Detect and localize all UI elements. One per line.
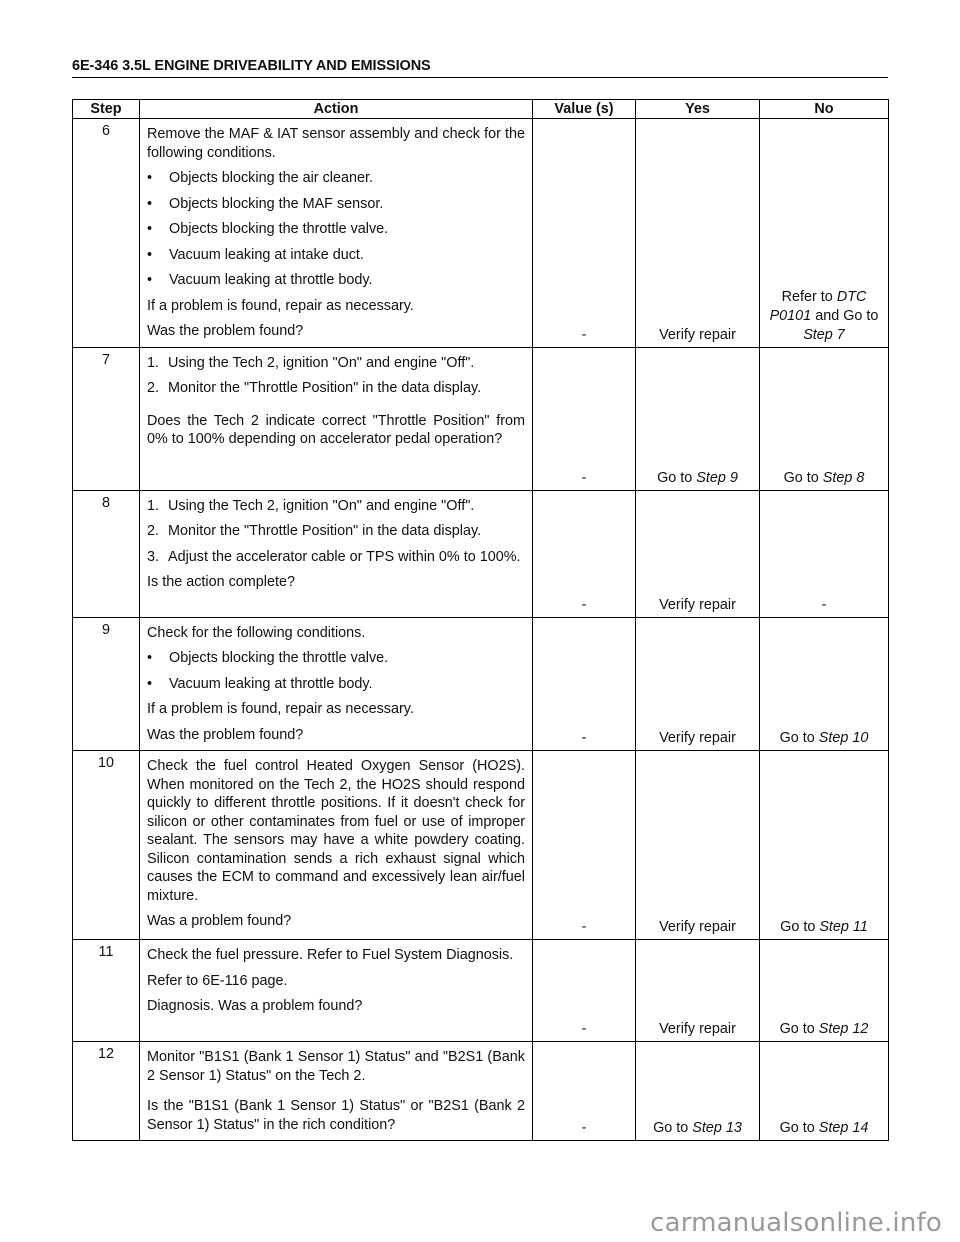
yes-cell: Verify repair	[636, 940, 760, 1042]
list-item	[147, 354, 525, 373]
step-reference: Step 8	[822, 469, 865, 486]
bullet-icon: •	[147, 221, 153, 237]
table-row	[73, 1042, 889, 1141]
action-question: Diagnosis. Was a problem found?	[147, 998, 363, 1014]
action-cell	[140, 119, 533, 348]
action-cell	[140, 347, 533, 490]
action-question: Is the "B1S1 (Bank 1 Sensor 1) Status" or "B2S1 (Bank 2 Sensor 1) Status" in the rich condition?	[147, 1098, 525, 1133]
list-item	[147, 169, 525, 188]
list-item	[147, 220, 525, 239]
item-text: Using the Tech 2, ignition "On" and engine "Off".	[168, 354, 475, 371]
column-header-no: No	[760, 100, 889, 119]
table-row	[73, 617, 889, 751]
action-intro: Check for the following conditions.	[147, 624, 366, 641]
table-row	[73, 119, 889, 348]
list-item	[147, 246, 525, 265]
step-number: 7	[73, 347, 140, 490]
column-header-yes: Yes	[636, 100, 760, 119]
list-item	[147, 548, 525, 567]
bullet-icon: •	[147, 246, 153, 263]
value-cell: -	[533, 751, 636, 940]
action-question: Does the Tech 2 indicate correct "Throttle Position" from 0% to 100% depending on accelerator pedal operation?	[147, 412, 525, 447]
yes-cell	[636, 1042, 760, 1141]
action-question: Was a problem found?	[147, 913, 292, 929]
list-item	[147, 522, 525, 541]
no-cell	[760, 1042, 889, 1141]
diagnostic-table	[72, 99, 889, 1141]
item-text: Monitor the "Throttle Position" in the data display.	[168, 380, 482, 396]
action-cell	[140, 617, 533, 751]
step-reference: Step 12	[818, 1021, 869, 1037]
action-cell	[140, 940, 533, 1042]
no-cell	[760, 940, 889, 1042]
step-number: 10	[73, 751, 140, 940]
no-text: Go to	[779, 730, 819, 746]
step-reference: Step 10	[818, 730, 869, 746]
step-number: 11	[73, 940, 140, 1042]
step-reference: Step 11	[819, 919, 868, 935]
yes-cell: Verify repair	[636, 490, 760, 617]
step-number: 8	[73, 490, 140, 617]
no-text: Go to	[783, 469, 823, 486]
item-number: 3.	[147, 548, 160, 565]
table-row	[73, 347, 889, 490]
bullet-text: Objects blocking the throttle valve.	[169, 650, 389, 666]
item-text: Adjust the accelerator cable or TPS within 0% to 100%.	[168, 548, 521, 565]
yes-text: Go to	[657, 469, 697, 486]
bullet-text: Vacuum leaking at intake duct.	[169, 246, 364, 263]
yes-cell: Verify repair	[636, 119, 760, 348]
step-number: 6	[73, 119, 140, 348]
action-question: Was the problem found?	[147, 726, 304, 743]
list-item	[147, 497, 525, 516]
bullet-text: Objects blocking the air cleaner.	[169, 170, 373, 186]
item-text: Monitor the "Throttle Position" in the data display.	[168, 523, 482, 539]
step-reference: Step 14	[818, 1120, 869, 1136]
step-number: 9	[73, 617, 140, 751]
list-item	[147, 649, 525, 668]
table-row	[73, 751, 889, 940]
value-cell: -	[533, 119, 636, 348]
action-cell	[140, 490, 533, 617]
yes-text: Go to	[653, 1120, 693, 1136]
no-cell	[760, 617, 889, 751]
column-header-value: Value (s)	[533, 100, 636, 119]
bullet-icon: •	[147, 650, 153, 666]
column-header-step: Step	[73, 100, 140, 119]
no-cell	[760, 751, 889, 940]
action-note: Refer to 6E-116 page.	[147, 972, 288, 989]
action-intro: Monitor "B1S1 (Bank 1 Sensor 1) Status" and "B2S1 (Bank 2 Sensor 1) Status" on the Tech 2.	[147, 1049, 525, 1084]
step-number: 12	[73, 1042, 140, 1141]
bullet-text: Vacuum leaking at throttle body.	[169, 272, 373, 288]
no-text: Go to	[779, 1021, 819, 1037]
yes-cell	[636, 347, 760, 490]
no-cell	[760, 347, 889, 490]
action-cell	[140, 751, 533, 940]
step-reference: Step 7	[803, 326, 845, 343]
bullet-icon: •	[147, 195, 153, 212]
bullet-text: Vacuum leaking at throttle body.	[169, 675, 373, 692]
action-intro: Check the fuel control Heated Oxygen Sensor (HO2S). When monitored on the Tech 2, the HO2S should respond quickly to different throttle positions. If it doesn't check for silicon or other contaminates from fuel or use of improper sealant. The sensors may have a white powdery coating. Silicon contamination sends a rich exhaust signal which causes the ECM to command and excessively lean air/fuel mixture.	[147, 758, 525, 904]
bullet-icon: •	[147, 272, 153, 288]
yes-cell: Verify repair	[636, 751, 760, 940]
page-title: 6E-346 3.5L ENGINE DRIVEABILITY AND EMISSIONS	[72, 58, 888, 78]
column-header-action: Action	[140, 100, 533, 119]
bullet-icon: •	[147, 675, 153, 692]
step-reference: Step 13	[692, 1120, 742, 1136]
value-cell: -	[533, 617, 636, 751]
no-text: Go to	[779, 1120, 819, 1136]
item-number: 2.	[147, 523, 160, 539]
list-item	[147, 195, 525, 214]
list-item	[147, 675, 525, 694]
table-header-row	[73, 100, 889, 119]
table-row	[73, 490, 889, 617]
action-intro: Check the fuel pressure. Refer to Fuel System Diagnosis.	[147, 947, 514, 963]
yes-cell: Verify repair	[636, 617, 760, 751]
list-item	[147, 271, 525, 290]
bullet-text: Objects blocking the throttle valve.	[169, 221, 389, 237]
value-cell: -	[533, 940, 636, 1042]
value-cell: -	[533, 347, 636, 490]
action-cell	[140, 1042, 533, 1141]
no-text: and Go to	[811, 307, 879, 324]
table-row	[73, 940, 889, 1042]
action-intro: Remove the MAF & IAT sensor assembly and check for the following conditions.	[147, 126, 525, 161]
bullet-text: Objects blocking the MAF sensor.	[169, 195, 384, 212]
bullet-icon: •	[147, 170, 153, 186]
item-number: 1.	[147, 354, 160, 371]
dtc-reference: DTC P0101	[769, 288, 867, 324]
no-cell	[760, 119, 889, 348]
item-text: Using the Tech 2, ignition "On" and engine "Off".	[168, 497, 475, 514]
item-number: 1.	[147, 497, 160, 514]
no-cell: -	[760, 490, 889, 617]
action-note: If a problem is found, repair as necessary.	[147, 297, 414, 314]
no-text: Refer to	[781, 288, 837, 305]
watermark: carmanualsonline.info	[650, 1208, 942, 1238]
step-reference: Step 9	[696, 469, 738, 486]
action-note: If a problem is found, repair as necessary.	[147, 701, 414, 717]
value-cell: -	[533, 1042, 636, 1141]
value-cell: -	[533, 490, 636, 617]
action-question: Was the problem found?	[147, 323, 304, 339]
no-text: Go to	[780, 919, 820, 935]
item-number: 2.	[147, 380, 160, 396]
list-item	[147, 379, 525, 398]
action-question: Is the action complete?	[147, 574, 295, 590]
